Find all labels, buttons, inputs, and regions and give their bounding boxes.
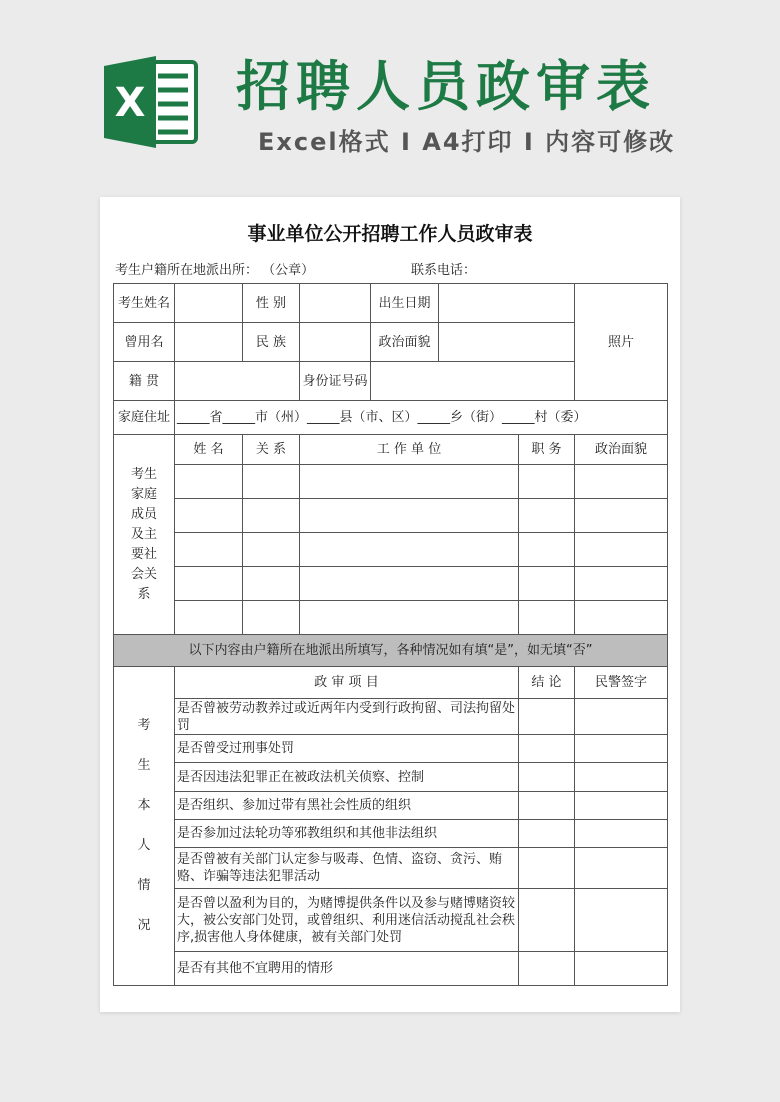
review-header-signature: 民警签字 — [575, 667, 668, 699]
review-item: 是否参加过法轮功等邪教组织和其他非法组织 — [175, 820, 519, 848]
family-section-label — [114, 435, 175, 635]
family-cell[interactable] — [300, 465, 519, 499]
review-signature-cell[interactable] — [575, 820, 668, 848]
document-title: 事业单位公开招聘工作人员政审表 — [247, 223, 533, 245]
family-cell[interactable] — [175, 499, 243, 533]
family-cell[interactable] — [300, 601, 519, 635]
review-conclusion-cell[interactable] — [519, 792, 575, 820]
review-item: 是否曾以盈利为目的，为赌博提供条件以及参与赌博赌资较大，被公安部门处罚，或曾组织、利用迷信活动搅乱社会秩序,损害他人身体健康，被有关部门处罚 — [175, 889, 519, 952]
family-cell[interactable] — [519, 567, 575, 601]
review-signature-cell[interactable] — [575, 889, 668, 952]
family-header-name: 姓 名 — [175, 435, 243, 465]
banner-subtitle: Excel格式 I A4打印 I 内容可修改 — [258, 128, 676, 156]
family-cell[interactable] — [243, 533, 300, 567]
label-ethnic: 民 族 — [243, 323, 300, 362]
review-conclusion-cell[interactable] — [519, 848, 575, 889]
police-station-label: 考生户籍所在地派出所： （公章） — [115, 263, 315, 278]
review-section-text: 考生本人情况 — [137, 718, 151, 933]
family-cell[interactable] — [575, 533, 668, 567]
family-cell[interactable] — [243, 567, 300, 601]
family-cell[interactable] — [243, 465, 300, 499]
family-header-political: 政治面貌 — [575, 435, 668, 465]
family-cell[interactable] — [175, 465, 243, 499]
cell-political[interactable] — [439, 323, 575, 362]
review-section-label — [114, 667, 175, 986]
label-gender: 性 别 — [243, 284, 300, 323]
cell-ethnic[interactable] — [300, 323, 371, 362]
family-cell[interactable] — [519, 601, 575, 635]
label-id-number: 身份证号码 — [300, 362, 371, 401]
excel-icon-letter: X — [114, 80, 146, 126]
banner — [0, 0, 780, 190]
family-cell[interactable] — [519, 499, 575, 533]
cell-birth[interactable] — [439, 284, 575, 323]
label-alias: 曾用名 — [114, 323, 175, 362]
review-item: 是否组织、参加过带有黑社会性质的组织 — [175, 792, 519, 820]
review-signature-cell[interactable] — [575, 952, 668, 986]
label-native: 籍 贯 — [114, 362, 175, 401]
review-signature-cell[interactable] — [575, 763, 668, 792]
cell-address[interactable]: _____省_____市（州）_____县（市、区）_____乡（街）_____村（委） — [175, 401, 668, 435]
review-signature-cell[interactable] — [575, 699, 668, 735]
family-cell[interactable] — [175, 533, 243, 567]
family-header-employer: 工 作 单 位 — [300, 435, 519, 465]
family-cell[interactable] — [243, 601, 300, 635]
review-signature-cell[interactable] — [575, 792, 668, 820]
family-cell[interactable] — [519, 465, 575, 499]
family-cell[interactable] — [575, 567, 668, 601]
review-conclusion-cell[interactable] — [519, 820, 575, 848]
label-address: 家庭住址 — [114, 401, 175, 435]
family-section-text: 考生家庭成员及主要社会关系 — [130, 466, 157, 602]
review-item: 是否曾被劳动教养过或近两年内受到行政拘留、司法拘留处罚 — [175, 699, 519, 735]
family-header-position: 职 务 — [519, 435, 575, 465]
review-header-item: 政 审 项 目 — [175, 667, 519, 699]
family-cell[interactable] — [575, 601, 668, 635]
review-conclusion-cell[interactable] — [519, 699, 575, 735]
cell-native[interactable] — [175, 362, 300, 401]
notice-row: 以下内容由户籍所在地派出所填写，各种情况如有填“是”，如无填“否” — [114, 635, 668, 667]
banner-title: 招聘人员政审表 — [236, 55, 656, 118]
review-form-table — [113, 283, 668, 986]
family-cell[interactable] — [519, 533, 575, 567]
review-signature-cell[interactable] — [575, 735, 668, 763]
cell-name[interactable] — [175, 284, 243, 323]
phone-label: 联系电话： — [411, 263, 477, 278]
review-header-conclusion: 结 论 — [519, 667, 575, 699]
review-conclusion-cell[interactable] — [519, 763, 575, 792]
family-cell[interactable] — [300, 533, 519, 567]
review-item: 是否曾受过刑事处罚 — [175, 735, 519, 763]
family-cell[interactable] — [175, 567, 243, 601]
cell-gender[interactable] — [300, 284, 371, 323]
review-conclusion-cell[interactable] — [519, 735, 575, 763]
review-item: 是否有其他不宜聘用的情形 — [175, 952, 519, 986]
family-cell[interactable] — [300, 499, 519, 533]
cell-id-number[interactable] — [371, 362, 575, 401]
family-cell[interactable] — [575, 499, 668, 533]
review-item: 是否因违法犯罪正在被政法机关侦察、控制 — [175, 763, 519, 792]
photo-cell[interactable]: 照片 — [575, 284, 668, 401]
label-birth: 出生日期 — [371, 284, 439, 323]
form-paper — [100, 197, 680, 1012]
label-name: 考生姓名 — [114, 284, 175, 323]
label-political: 政治面貌 — [371, 323, 439, 362]
review-conclusion-cell[interactable] — [519, 889, 575, 952]
review-conclusion-cell[interactable] — [519, 952, 575, 986]
review-signature-cell[interactable] — [575, 848, 668, 889]
family-cell[interactable] — [175, 601, 243, 635]
review-item: 是否曾被有关部门认定参与吸毒、色情、盗窃、贪污、贿赂、诈骗等违法犯罪活动 — [175, 848, 519, 889]
family-cell[interactable] — [300, 567, 519, 601]
family-header-relation: 关 系 — [243, 435, 300, 465]
excel-icon — [100, 52, 200, 152]
family-cell[interactable] — [243, 499, 300, 533]
cell-alias[interactable] — [175, 323, 243, 362]
family-cell[interactable] — [575, 465, 668, 499]
